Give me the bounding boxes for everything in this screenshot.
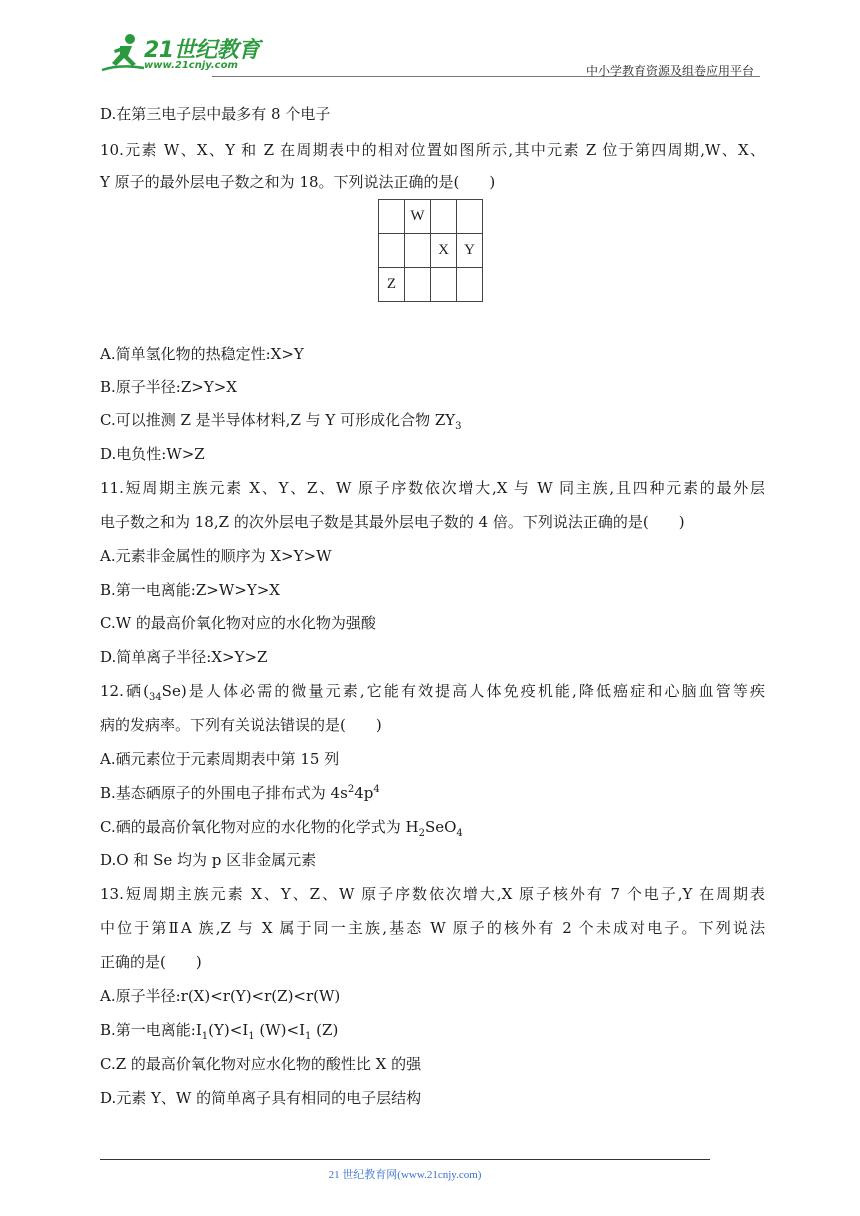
table-cell: X: [431, 234, 457, 268]
q13-option-b-p1: B.第一电离能:I: [100, 1021, 202, 1039]
q10-option-c-subscript: 3: [455, 421, 462, 432]
q12-option-b: [100, 783, 380, 803]
table-cell: [431, 200, 457, 234]
q11-stem-line1: 11.短周期主族元素 X、Y、Z、W 原子序数依次增大,X 与 W 同主族,且四种元素的最外层: [100, 479, 765, 497]
page-header: [100, 30, 760, 82]
q9-option-d: D.在第三电子层中最多有 8 个电子: [100, 105, 331, 123]
table-cell: W: [405, 200, 431, 234]
runner-logo-icon: [100, 30, 148, 76]
table-row: [379, 200, 483, 234]
q11-option-d: D.简单离子半径:X>Y>Z: [100, 648, 268, 666]
q13-option-a: A.原子半径:r(X)<r(Y)<r(Z)<r(W): [100, 987, 341, 1005]
q10-option-c-text: C.可以推测 Z 是半导体材料,Z 与 Y 可形成化合物 ZY: [100, 411, 456, 429]
q13-option-b-p2: (Y)<I: [208, 1021, 249, 1039]
q12-atomic-number: 34: [148, 692, 162, 703]
q12-option-c-sub2: 4: [456, 828, 463, 839]
footer-link[interactable]: 21 世纪教育网(www.21cnjy.com): [328, 1169, 482, 1181]
table-cell: [457, 200, 483, 234]
q13-option-b-s2: 1: [248, 1031, 255, 1042]
table-cell: [405, 268, 431, 302]
footer-divider: [100, 1159, 710, 1160]
q12-stem-rest: Se)是人体必需的微量元素,它能有效提高人体免疫机能,降低癌症和心脑血管等疾: [161, 682, 766, 700]
q10-option-b: B.原子半径:Z>Y>X: [100, 378, 237, 396]
q12-stem-line1: [100, 681, 765, 701]
table-cell: [379, 200, 405, 234]
q11-stem-line2: 电子数之和为 18,Z 的次外层电子数是其最外层电子数的 4 倍。下列说法正确的是( ): [100, 513, 685, 531]
table-row: [379, 234, 483, 268]
q12-option-d: D.O 和 Se 均为 p 区非金属元素: [100, 851, 317, 869]
table-cell: [457, 268, 483, 302]
q12-option-c-mid: SeO: [424, 818, 457, 836]
q12-option-c-text: C.硒的最高价氧化物对应的水化物的化学式为 H: [100, 818, 419, 836]
q12-option-b-text: B.基态硒原子的外围电子排布式为 4s: [100, 784, 348, 802]
q11-option-b: B.第一电离能:Z>W>Y>X: [100, 581, 280, 599]
logo-url: www.21cnjy.com: [144, 60, 238, 71]
q13-option-b: [100, 1020, 338, 1040]
q11-option-c: C.W 的最高价氧化物对应的水化物为强酸: [100, 614, 376, 632]
header-divider: [212, 76, 760, 77]
table-cell: Y: [457, 234, 483, 268]
q12-option-a: A.硒元素位于元素周期表中第 15 列: [100, 750, 340, 768]
q13-option-b-s3: 1: [305, 1031, 312, 1042]
q13-stem-line3: 正确的是( ): [100, 953, 202, 971]
q10-stem-line2: Y 原子的最外层电子数之和为 18。下列说法正确的是( ): [100, 173, 496, 191]
q12-option-c-sub1: 2: [418, 828, 425, 839]
periodic-position-table: [378, 199, 483, 302]
table-cell: [379, 234, 405, 268]
q13-stem-line2: 中位于第ⅡA 族,Z 与 X 属于同一主族,基态 W 原子的核外有 2 个未成对电子。下列说法: [100, 919, 765, 937]
q12-option-c: [100, 817, 463, 837]
header-tagline: 中小学教育资源及组卷应用平台: [585, 64, 754, 78]
q10-option-a: A.简单氢化物的热稳定性:X>Y: [100, 345, 304, 363]
table-cell: [431, 268, 457, 302]
q13-stem-line1: 13.短周期主族元素 X、Y、Z、W 原子序数依次增大,X 原子核外有 7 个电子,Y 在周期表: [100, 885, 765, 903]
q13-option-c: C.Z 的最高价氧化物对应水化物的酸性比 X 的强: [100, 1055, 422, 1073]
table-row: [379, 268, 483, 302]
q12-stem-prefix: 12.硒(: [100, 682, 149, 700]
q10-option-d: D.电负性:W>Z: [100, 445, 205, 463]
site-logo[interactable]: [100, 30, 260, 76]
q12-stem-line2: 病的发病率。下列有关说法错误的是( ): [100, 716, 382, 734]
q13-option-b-p3: (W)<I: [254, 1021, 306, 1039]
q13-option-d: D.元素 Y、W 的简单离子具有相同的电子层结构: [100, 1089, 422, 1107]
table-cell: Z: [379, 268, 405, 302]
q13-option-b-p4: (Z): [311, 1021, 339, 1039]
q12-option-b-mid: 4p: [354, 784, 374, 802]
q10-stem-line1: 10.元素 W、X、Y 和 Z 在周期表中的相对位置如图所示,其中元素 Z 位于第四周期,W、X、: [100, 141, 765, 159]
table-cell: [405, 234, 431, 268]
q13-option-b-s1: 1: [201, 1031, 209, 1042]
q12-option-b-sup2: 4: [373, 784, 380, 795]
q12-option-b-sup1: 2: [347, 784, 355, 795]
q11-option-a: A.元素非金属性的顺序为 X>Y>W: [100, 547, 332, 565]
q10-option-c: [100, 410, 462, 430]
logo-text: 21世纪教育: [144, 38, 260, 63]
